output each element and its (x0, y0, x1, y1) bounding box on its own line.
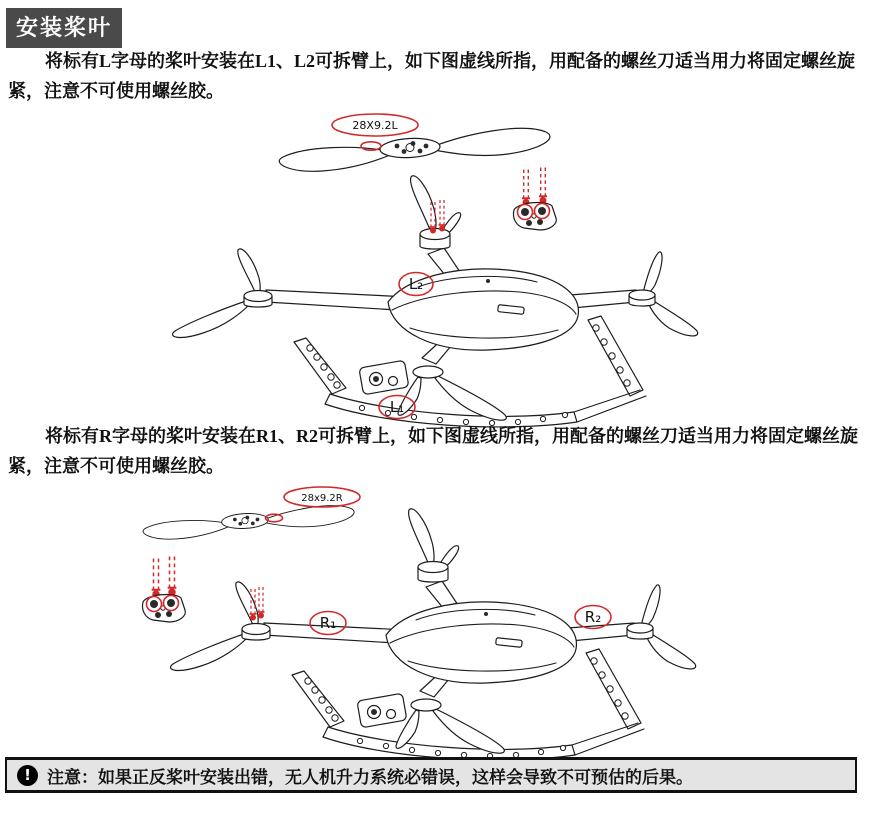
screw-indicator (258, 587, 265, 619)
warning-bar (5, 757, 857, 793)
paragraph-install-r (8, 421, 862, 481)
paragraph-l-line2: 紧，注意不可使用螺丝胶。 (8, 81, 224, 101)
screw-indicator (539, 168, 547, 204)
warning-icon: ! (17, 765, 38, 786)
detached-propeller-l (279, 128, 550, 171)
prop-size-label-l (332, 114, 418, 136)
svg-text:28x9.2R: 28x9.2R (301, 493, 343, 504)
screw-indicator (168, 557, 177, 596)
svg-text:R₁: R₁ (319, 614, 337, 632)
paragraph-r-line2: 紧，注意不可使用螺丝胶。 (8, 456, 224, 476)
prop-size-label-r (284, 487, 360, 507)
paragraph-r-line1: 将标有R字母的桨叶安装在R1、R2可拆臂上，如下图虚线所指，用配备的螺丝刀适当用力将固定螺丝旋 (45, 426, 858, 446)
warning-text: 注意：如果正反桨叶安装出错，无人机升力系统必错误，这样会导致不可预估的后果。 (47, 767, 693, 787)
paragraph-l-line1: 将标有L字母的桨叶安装在L1、L2可拆臂上，如下图虚线所指，用配备的螺丝刀适当用力将固定螺丝旋 (45, 51, 856, 71)
drone-r (171, 509, 696, 760)
svg-text:L₁: L₁ (389, 398, 405, 416)
screw-indicator (152, 559, 161, 598)
figure-install-l (0, 108, 870, 423)
motor-mount-plate (142, 595, 185, 622)
section-title: 安装桨叶 (6, 8, 122, 48)
arm-label-r2 (575, 606, 611, 629)
detached-propeller-r (143, 506, 354, 540)
figure-install-r (0, 475, 870, 760)
paragraph-install-l (8, 46, 862, 106)
screw-indicator (522, 170, 530, 206)
svg-text:R₂: R₂ (584, 608, 602, 626)
svg-text:28X9.2L: 28X9.2L (352, 119, 398, 132)
arm-label-r1 (310, 612, 346, 635)
motor-mount-plate (513, 203, 556, 230)
screw-indicator (439, 200, 446, 232)
svg-text:L₂: L₂ (408, 275, 424, 293)
